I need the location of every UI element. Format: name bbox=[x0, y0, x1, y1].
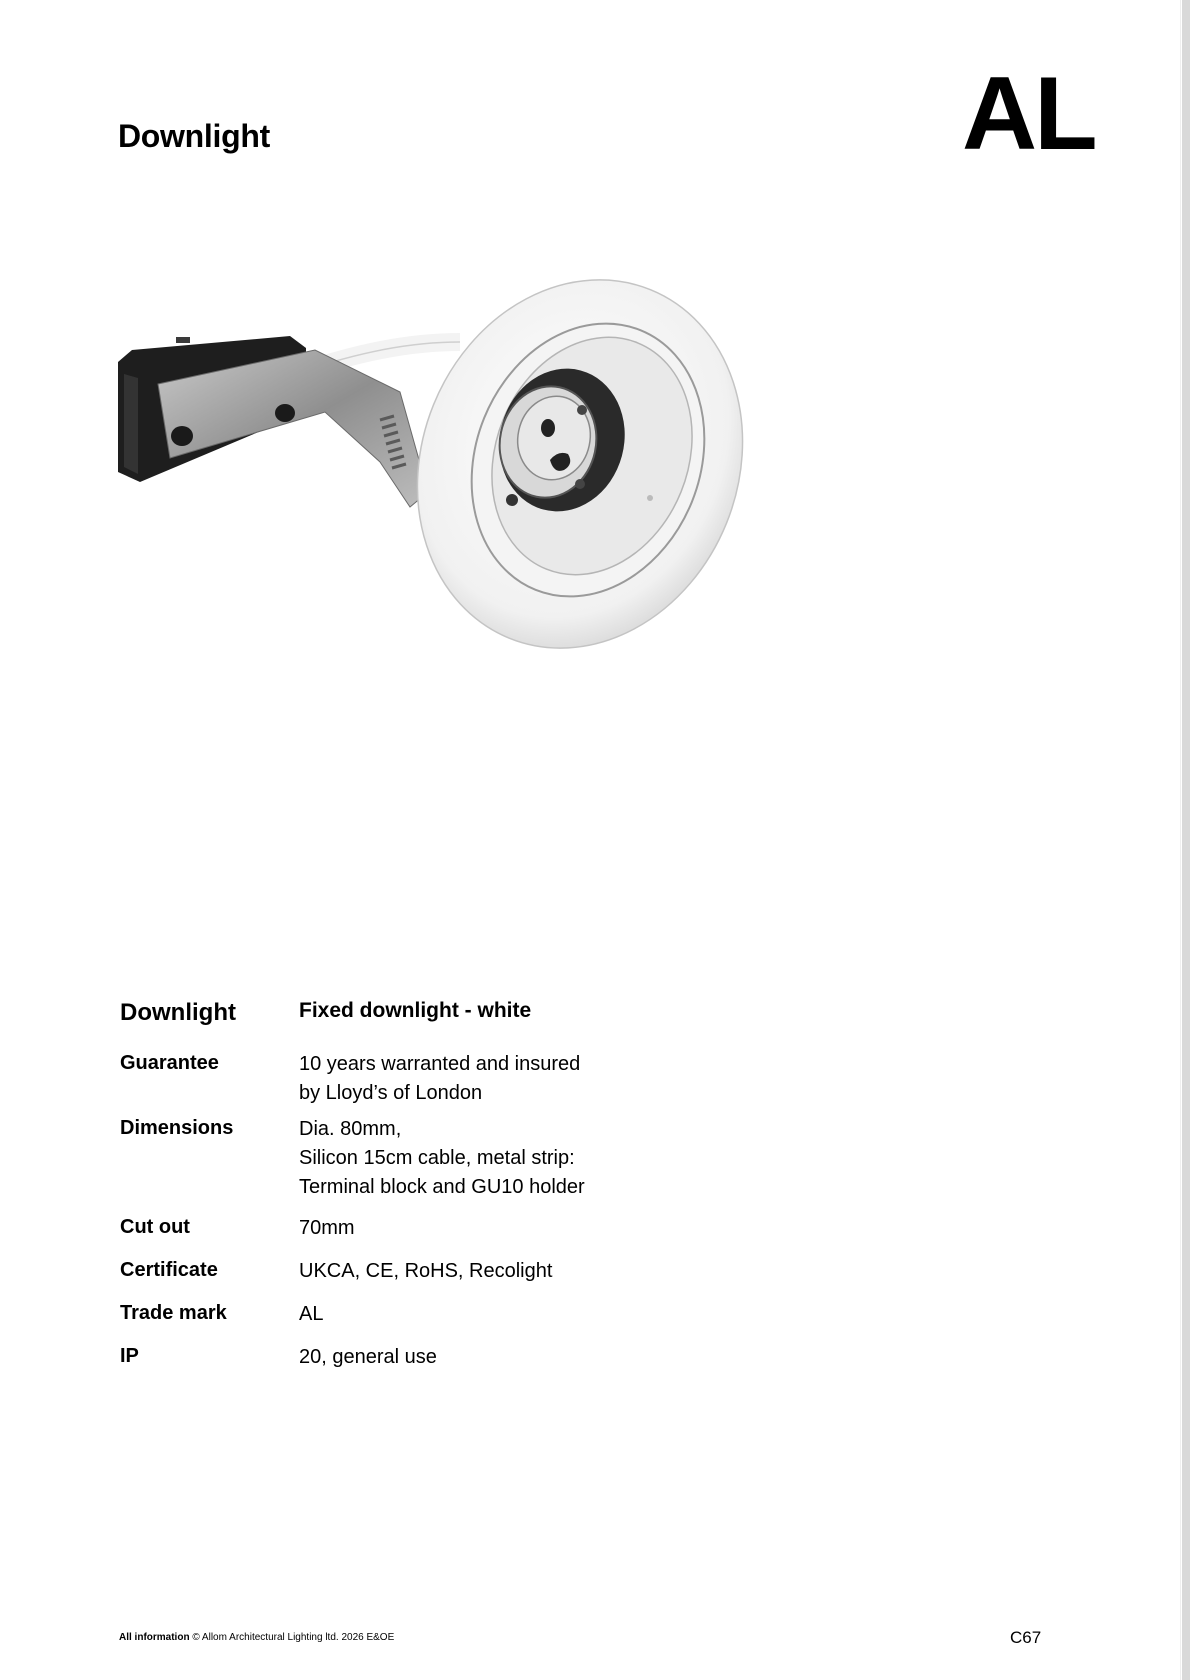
spec-row-certificate bbox=[120, 1257, 680, 1300]
spec-value bbox=[299, 1115, 680, 1214]
footer-text: © Allom Architectural Lighting ltd. 2026 E&OE bbox=[189, 1632, 395, 1643]
product-image bbox=[110, 262, 790, 662]
spec-label: IP bbox=[120, 1345, 139, 1367]
page-title: Downlight bbox=[118, 118, 270, 154]
spec-value-line: UKCA, CE, RoHS, Recolight bbox=[299, 1260, 553, 1282]
spec-row-product bbox=[120, 998, 680, 1050]
spec-row-dimensions bbox=[120, 1115, 680, 1214]
spec-label: Trade mark bbox=[120, 1302, 227, 1324]
spec-row-cut-out bbox=[120, 1214, 680, 1257]
spec-value-line: Silicon 15cm cable, metal strip: bbox=[299, 1147, 575, 1169]
spec-row-ip bbox=[120, 1343, 680, 1372]
brand-logo: AL bbox=[962, 56, 1095, 172]
page-number: C67 bbox=[1010, 1628, 1042, 1647]
spec-value-line: by Lloyd’s of London bbox=[299, 1082, 483, 1104]
spec-value bbox=[299, 1050, 680, 1115]
footer-bold: All information bbox=[119, 1632, 190, 1643]
spec-value-line: 70mm bbox=[299, 1217, 355, 1239]
page-edge-line bbox=[1180, 0, 1181, 1680]
footer-copyright bbox=[119, 1632, 394, 1643]
spec-value bbox=[299, 1300, 680, 1343]
spec-row-guarantee bbox=[120, 1050, 680, 1115]
spec-value bbox=[299, 1257, 680, 1300]
spec-row-trade-mark bbox=[120, 1300, 680, 1343]
spec-value bbox=[299, 1343, 680, 1372]
scrollbar[interactable] bbox=[1182, 0, 1190, 1680]
spec-value-line: Terminal block and GU10 holder bbox=[299, 1176, 585, 1198]
spec-table bbox=[120, 998, 680, 1372]
spec-value bbox=[299, 1214, 680, 1257]
spec-label: Cut out bbox=[120, 1216, 190, 1238]
spec-product-name: Fixed downlight - white bbox=[299, 999, 532, 1022]
spec-value-line: AL bbox=[299, 1303, 324, 1325]
spec-product-label: Downlight bbox=[120, 999, 236, 1026]
spec-label: Guarantee bbox=[120, 1052, 219, 1074]
spec-label: Certificate bbox=[120, 1259, 218, 1281]
spec-value-line: 10 years warranted and insured bbox=[299, 1053, 581, 1075]
spec-label: Dimensions bbox=[120, 1117, 234, 1139]
spec-value-line: 20, general use bbox=[299, 1346, 437, 1368]
spec-value-line: Dia. 80mm, bbox=[299, 1118, 402, 1140]
